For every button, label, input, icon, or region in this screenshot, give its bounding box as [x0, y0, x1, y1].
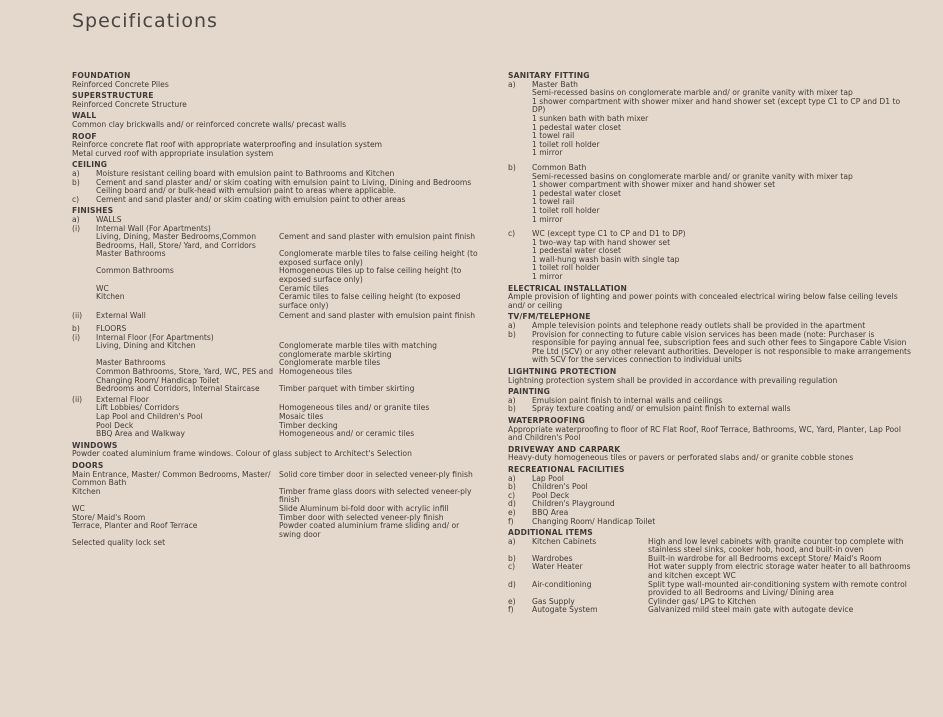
spec-row: Living, Dining, Master Bedrooms,Common Bedrooms, Hall, Store/ Yard, and Corridors Cement and sand plaster with emulsion paint finish — [96, 232, 476, 250]
list-item: 1 mirror — [532, 214, 563, 224]
driveway-section — [508, 446, 914, 463]
spec-row: Pool Deck Timber decking — [96, 420, 338, 430]
section-heading: PAINTING — [508, 387, 551, 397]
section-text: Appropriate waterproofing to floor of RC Flat Roof, Roof Terrace, Bathrooms, WC, Yard, Planter, Lap Pool and Children's Pool — [508, 424, 901, 443]
spec-row: WC Slide Aluminum bi-fold door with acrylic infill — [72, 503, 449, 513]
list-item: f) Changing Room/ Handicap Toilet — [508, 516, 656, 526]
section-heading: ROOF — [72, 131, 97, 141]
list-item: c) Cement and sand plaster and/ or skim coating with emulsion paint to other areas — [72, 194, 406, 204]
list-item: 1 pedestal water closet — [532, 188, 621, 198]
sanitary-wc-list — [508, 239, 914, 282]
sanitary-master-list — [508, 89, 914, 158]
section-text: Reinforced Concrete Structure — [72, 99, 187, 109]
section-heading: FOUNDATION — [72, 71, 131, 80]
spec-row: Common Bathrooms Homogeneous tiles up to false ceiling height (to exposed surface only) — [96, 266, 462, 285]
sanitary-section: SANITARY FITTING a) Master Bath Semi-recessed basins on conglomerate marble and/ or granite vanity with mixer tap 1 shower compartment with shower mixer and hand shower set (except type C1 to CP and D1 to DP) 1 sunken bath with bath mixer 1 pedestal water closet 1 towel rail 1 toilet roll holder 1 mirror b) Common Bath Semi-recessed basins on conglomerate marble and/ or granite vanity with mixer tap 1 shower compartment with shower mixer and hand shower set 1 pedestal water closet 1 towel rail 1 toilet roll holder 1 mirror c) WC (except type C1 to CP and D1 to DP) 1 two-way tap with hand shower set 1 pedestal water closet 1 wall-hung wash basin with single tap 1 toilet roll holder 1 mirror — [508, 72, 914, 282]
section-heading: ADDITIONAL ITEMS — [508, 528, 593, 538]
lightning-section — [508, 368, 914, 385]
spec-row: Lap Pool and Children's Pool Mosaic tiles — [96, 411, 324, 421]
list-item: 1 shower compartment with shower mixer and hand shower set (except type C1 to CP and D1 to DP) — [532, 96, 901, 115]
section-text: Selected quality lock set — [72, 538, 166, 548]
list-item: 1 shower compartment with shower mixer and hand shower set — [532, 180, 776, 190]
section-heading: SUPERSTRUCTURE — [72, 91, 154, 101]
section-heading: DOORS — [72, 460, 104, 470]
section-heading: ELECTRICAL INSTALLATION — [508, 283, 628, 293]
section-text: Common clay brickwalls and/ or reinforced concrete walls/ precast walls — [72, 119, 347, 129]
list-item: 1 toilet roll holder — [532, 139, 600, 149]
ceiling-section — [72, 161, 478, 204]
recreational-section — [508, 466, 914, 526]
list-item: 1 sunken bath with bath mixer — [532, 113, 649, 123]
list-item: a) Kitchen Cabinets High and low level cabinets with granite counter top complete with stainless steel sinks, cooker hob, hood, and built-in oven — [508, 536, 904, 555]
spec-row: Master Bathrooms Conglomerate marble tiles to false ceiling height (to exposed surface only) — [96, 249, 478, 267]
list-item: b) Wardrobes Built-in wardrobe for all Bedrooms except Store/ Maid's Room — [508, 553, 882, 563]
spec-row: Living, Dining and Kitchen Conglomerate marble tiles with matching conglomerate marble skirting — [96, 341, 437, 359]
spec-row: Master Bathrooms Conglomerate marble tiles — [96, 358, 381, 368]
right-column — [508, 72, 914, 618]
windows-section — [72, 442, 478, 459]
list-item: e) Gas Supply Cylinder gas/ LPG to Kitchen — [508, 596, 756, 606]
section-text: Metal curved roof with appropriate insulation system — [72, 148, 274, 158]
spec-row: Store/ Maid's Room Timber door with selected veneer-ply finish — [72, 512, 444, 522]
list-item: 1 toilet roll holder — [532, 263, 600, 273]
list-item: Semi-recessed basins on conglomerate marble and/ or granite vanity with mixer tap — [532, 171, 853, 181]
list-item: 1 mirror — [532, 148, 563, 158]
list-item: d) Children's Playground — [508, 499, 615, 509]
section-heading: LIGHTNING PROTECTION — [508, 367, 617, 376]
spec-row: BBQ Area and Walkway Homogeneous and/ or ceramic tiles — [96, 429, 415, 439]
electrical-section — [508, 285, 914, 311]
wall-section — [72, 112, 478, 129]
spec-row: WC Ceramic tiles — [96, 283, 329, 293]
section-heading: WINDOWS — [72, 440, 118, 450]
spec-row: Main Entrance, Master/ Common Bedrooms, Master/ Common Bath Solid core timber door in selected veneer-ply finish — [72, 469, 473, 488]
list-item: 1 pedestal water closet — [532, 246, 621, 256]
spec-row: Kitchen Timber frame glass doors with selected veneer-ply finish — [72, 486, 472, 505]
list-item: 1 towel rail — [532, 197, 575, 207]
section-heading: DRIVEWAY AND CARPARK — [508, 444, 621, 454]
list-item: 1 towel rail — [532, 131, 575, 141]
list-item: b) Children's Pool — [508, 482, 588, 492]
list-item: a) Moisture resistant ceiling board with emulsion paint to Bathrooms and Kitchen — [72, 168, 395, 178]
list-item: 1 pedestal water closet — [532, 122, 621, 132]
section-heading: FINISHES — [72, 206, 114, 216]
list-item: Semi-recessed basins on conglomerate marble and/ or granite vanity with mixer tap — [532, 88, 853, 98]
section-text: Lightning protection system shall be provided in accordance with prevailing regulation — [508, 375, 838, 385]
section-heading: TV/FM/TELEPHONE — [508, 312, 591, 322]
section-text: Reinforce concrete flat roof with appropriate waterproofing and insulation system — [72, 140, 383, 150]
list-item: c) Water Heater Hot water supply from electric storage water heater to all bathrooms and kitchen except WC — [508, 562, 911, 581]
list-item: c) Pool Deck — [508, 490, 570, 500]
foundation-section — [72, 72, 478, 89]
tv-section: TV/FM/TELEPHONE a) Ample television points and telephone ready outlets shall be provided in the apartment b) Provision for connecting to future cable vision services has been made (note: Purchaser is responsible for paying annual fee, subscription fees and such other fees to Singapore Cable Vision Pte Ltd (SCV) or any other relevant authorities. Developer is not responsible to make arrangements with SCV for the services connection to individual units — [508, 313, 914, 365]
spec-row: (ii) External Wall Cement and sand plaster with emulsion paint finish — [72, 311, 476, 321]
list-item: f) Autogate System Galvanized mild steel main gate with autogate device — [508, 605, 854, 615]
list-item: d) Air-conditioning Split type wall-mounted air-conditioning system with remote control provided to all Bedrooms and Living/ Dining area — [508, 579, 907, 598]
section-heading: RECREATIONAL FACILITIES — [508, 464, 625, 474]
section-heading: SANITARY FITTING — [508, 71, 590, 80]
section-text: Reinforced Concrete Piles — [72, 79, 169, 89]
spec-row: Terrace, Planter and Roof Terrace Powder coated aluminium frame sliding and/ or swing door — [72, 521, 460, 539]
section-heading: WATERPROOFING — [508, 415, 586, 425]
list-item: 1 wall-hung wash basin with single tap — [532, 254, 680, 264]
section-heading: WALL — [72, 111, 97, 121]
spec-row: Common Bathrooms, Store, Yard, WC, PES and Changing Room/ Handicap Toilet Homogeneous tiles — [96, 367, 353, 385]
spec-row: Kitchen Ceramic tiles to false ceiling height (to exposed surface only) — [96, 292, 461, 310]
roof-section — [72, 133, 478, 159]
section-heading: CEILING — [72, 160, 108, 170]
doors-section — [72, 462, 478, 548]
section-text: Powder coated aluminium frame windows. Colour of glass subject to Architect's Selection — [72, 449, 412, 459]
section-text: Ample provision of lighting and power points with concealed electrical wiring below false ceiling levels and/ or ceiling — [508, 292, 898, 310]
list-item: 1 mirror — [532, 272, 563, 282]
sanitary-common-list — [508, 173, 914, 225]
waterproofing-section — [508, 417, 914, 443]
left-column — [72, 72, 478, 551]
section-text: Heavy-duty homogeneous tiles or pavers or perforated slabs and/ or granite cobble stones — [508, 453, 854, 463]
list-item: b) Cement and sand plaster and/ or skim coating with emulsion paint to Living, Dining and Bedrooms Ceiling board and/ or bulk-head with emulsion paint to areas where applicable. — [72, 177, 472, 196]
list-item: 1 toilet roll holder — [532, 205, 600, 215]
spec-row: Bedrooms and Corridors, Internal Staircase Timber parquet with timber skirting — [96, 384, 415, 394]
finishes-section: FINISHES a) WALLS (i) Internal Wall (For Apartments) Living, Dining, Master Bedrooms,Common Bedrooms, Hall, Store/ Yard, and Corridors Cement and sand plaster with emulsion paint finish Master Bathrooms Conglomerate marble tiles to false ceiling height (to exposed surface only) Common Bathrooms Homogeneous tiles up to false ceiling height (to exposed surface only) WC Ceramic tiles Kitchen Ceramic tiles to false ceiling height (to exposed surface only) (ii) External Wall Cement and sand plaster with emulsion paint finish b) FLOORS (i) Internal Floor (For Apartments) Living, Dining and Kitchen Conglomerate marble tiles with matching conglomerate marble skirting Master Bathrooms Conglomerate marble tiles Common Bathrooms, Store, Yard, WC, PES and Changing Room/ Handicap Toilet Homogeneous tiles Bedrooms and Corridors, Internal Staircase Timber parquet with timber skirting (ii) External Floor Lift Lobbies/ Corridors Homogeneous tiles and/ or granite tiles Lap Pool and Children's Pool Mosaic tiles Pool Deck Timber decking BBQ Area and Walkway Homogeneous and/ or ceramic tiles — [72, 206, 478, 439]
painting-section: PAINTING a) Emulsion paint finish to internal walls and ceilings b) Spray texture coating and/ or emulsion paint finish to external walls — [508, 388, 914, 414]
superstructure-section — [72, 92, 478, 109]
page-title: Specifications — [72, 10, 218, 32]
spec-row: Lift Lobbies/ Corridors Homogeneous tiles and/ or granite tiles — [96, 403, 430, 413]
list-item: 1 two-way tap with hand shower set — [532, 237, 671, 247]
list-item: a) Lap Pool — [508, 473, 564, 483]
additional-section — [508, 529, 914, 615]
list-item: e) BBQ Area — [508, 507, 569, 517]
